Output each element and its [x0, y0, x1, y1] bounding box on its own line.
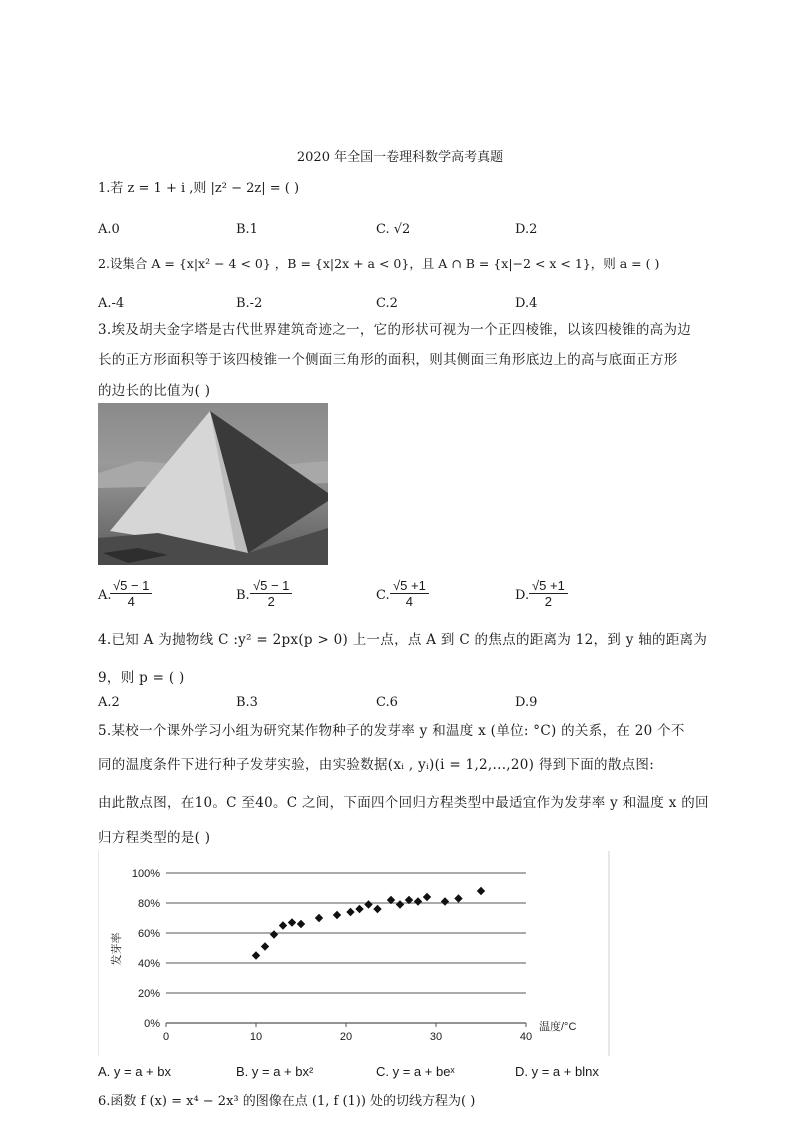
y-tick-label: 60% — [137, 928, 160, 940]
scatter-point-14 — [396, 900, 404, 908]
q3-option-c-label: C. — [376, 588, 390, 603]
q3-option-b-numerator: √5 − 1 — [250, 578, 292, 594]
q5-option-c: C. y = a + beˣ — [376, 1064, 455, 1079]
q3-option-d-numerator: √5 +1 — [529, 578, 568, 594]
x-tick-label: 30 — [429, 1031, 443, 1043]
q3-option-b-label: B. — [236, 588, 250, 603]
question-3-line-3: 的边长的比值为( ) — [98, 383, 211, 399]
scatter-point-3 — [270, 930, 278, 938]
q3-option-b-denominator: 2 — [267, 594, 275, 609]
scatter-point-17 — [423, 893, 431, 901]
scatter-point-10 — [355, 905, 363, 913]
question-5-line-3: 由此散点图，在10。C 至40。C 之间，下面四个回归方程类型中最适宜作为发芽率 y 和温度 x 的回 — [98, 795, 709, 811]
chart-gridlines — [166, 873, 526, 1027]
scatter-point-16 — [414, 897, 422, 905]
scatter-point-19 — [454, 894, 462, 902]
question-3-line-1: 3.埃及胡夫金字塔是古代世界建筑奇迹之一，它的形状可视为一个正四棱锥，以该四棱锥的高为边 — [98, 322, 692, 338]
q4-option-d: D.9 — [515, 695, 538, 710]
q3-option-a-fraction — [110, 578, 152, 609]
question-6-stem: 6.函数 f (x) = x⁴ − 2x³ 的图像在点 (1, f (1)) 处的切线方程为( ) — [98, 1094, 476, 1109]
q3-option-c-denominator: 4 — [405, 594, 414, 609]
chart-points — [252, 887, 485, 960]
scatter-point-12 — [373, 905, 381, 913]
y-tick-label: 40% — [137, 958, 160, 970]
question-1-stem: 1.若 z = 1 + i ,则 |z² − 2z| = ( ) — [98, 181, 300, 196]
scatter-point-20 — [477, 887, 485, 895]
question-5-line-2: 同的温度条件下进行种子发芽实验，由实验数据(xᵢ , yᵢ)(i = 1,2,...,20) 得到下面的散点图: — [98, 757, 655, 773]
q4-option-a: A.2 — [98, 695, 120, 710]
y-tick-label: 80% — [137, 898, 160, 910]
x-tick-label: 20 — [339, 1031, 353, 1043]
y-tick-label: 0% — [144, 1018, 160, 1030]
scatter-point-4 — [279, 921, 287, 929]
x-tick-label: 0 — [162, 1031, 170, 1043]
question-5-line-4: 归方程类型的是( ) — [98, 830, 211, 846]
question-4-line-2: 9，则 p = ( ) — [98, 670, 185, 686]
q3-option-a-label: A. — [98, 588, 112, 603]
page-title: 2020 年全国一卷理科数学高考真题 — [296, 150, 504, 165]
question-4-line-1: 4.已知 A 为抛物线 C :y² = 2px(p > 0) 上一点，点 A 到 C 的焦点的距离为 12，到 y 轴的距离为 — [98, 632, 708, 648]
scatter-point-5 — [288, 918, 296, 926]
scatter-point-1 — [252, 951, 260, 959]
q3-option-d-label: D. — [515, 588, 530, 603]
chart-x-axis-label: 温度/°C — [539, 1021, 577, 1033]
scatter-point-8 — [333, 911, 341, 919]
q3-option-d-denominator: 2 — [544, 594, 553, 609]
q2-option-b: B.-2 — [236, 296, 263, 311]
chart-tick-labels — [132, 868, 532, 1043]
q3-option-a-numerator: √5 − 1 — [110, 578, 152, 594]
scatter-point-11 — [364, 900, 372, 908]
germination-scatter-chart — [98, 851, 610, 1056]
q3-option-b-fraction — [250, 578, 292, 609]
q4-option-b: B.3 — [236, 695, 258, 710]
q5-option-d: D. y = a + blnx — [515, 1064, 599, 1079]
scatter-point-9 — [346, 908, 354, 916]
q1-option-c: C. √2 — [376, 222, 411, 237]
y-tick-label: 20% — [137, 988, 160, 1000]
question-3-line-2: 长的正方形面积等于该四棱锥一个侧面三角形的面积，则其侧面三角形底边上的高与底面正方形 — [98, 352, 678, 368]
q5-option-a: A. y = a + bx — [98, 1064, 171, 1079]
question-2-stem: 2.设集合 A = {x|x² − 4 < 0} ，B = {x|2x + a < 0}，且 A ∩ B = {x|−2 < x < 1}，则 a = ( ) — [98, 256, 660, 271]
q2-option-a: A.-4 — [98, 296, 125, 311]
question-5-line-1: 5.某校一个课外学习小组为研究某作物种子的发芽率 y 和温度 x (单位: °C) 的关系，在 20 个不 — [98, 723, 685, 739]
q1-option-d: D.2 — [515, 222, 538, 237]
q2-option-c: C.2 — [376, 296, 398, 311]
pyramid-photo — [98, 403, 328, 565]
q3-option-d-fraction — [529, 578, 568, 609]
x-tick-label: 10 — [249, 1031, 263, 1043]
q4-option-c: C.6 — [376, 695, 398, 710]
q3-option-c-fraction — [390, 578, 429, 609]
scatter-point-7 — [315, 914, 323, 922]
x-tick-label: 40 — [519, 1031, 533, 1043]
scatter-point-6 — [297, 920, 305, 928]
q1-option-b: B.1 — [236, 222, 258, 237]
q1-option-a: A.0 — [98, 222, 120, 237]
q5-option-b: B. y = a + bx² — [236, 1064, 314, 1079]
scatter-point-2 — [261, 942, 269, 950]
y-tick-label: 100% — [131, 868, 160, 880]
q2-option-d: D.4 — [515, 296, 538, 311]
scatter-point-18 — [441, 897, 449, 905]
q3-option-a-denominator: 4 — [127, 594, 135, 609]
q3-option-c-numerator: √5 +1 — [390, 578, 429, 594]
chart-y-axis-label: 发芽率 — [111, 932, 123, 966]
